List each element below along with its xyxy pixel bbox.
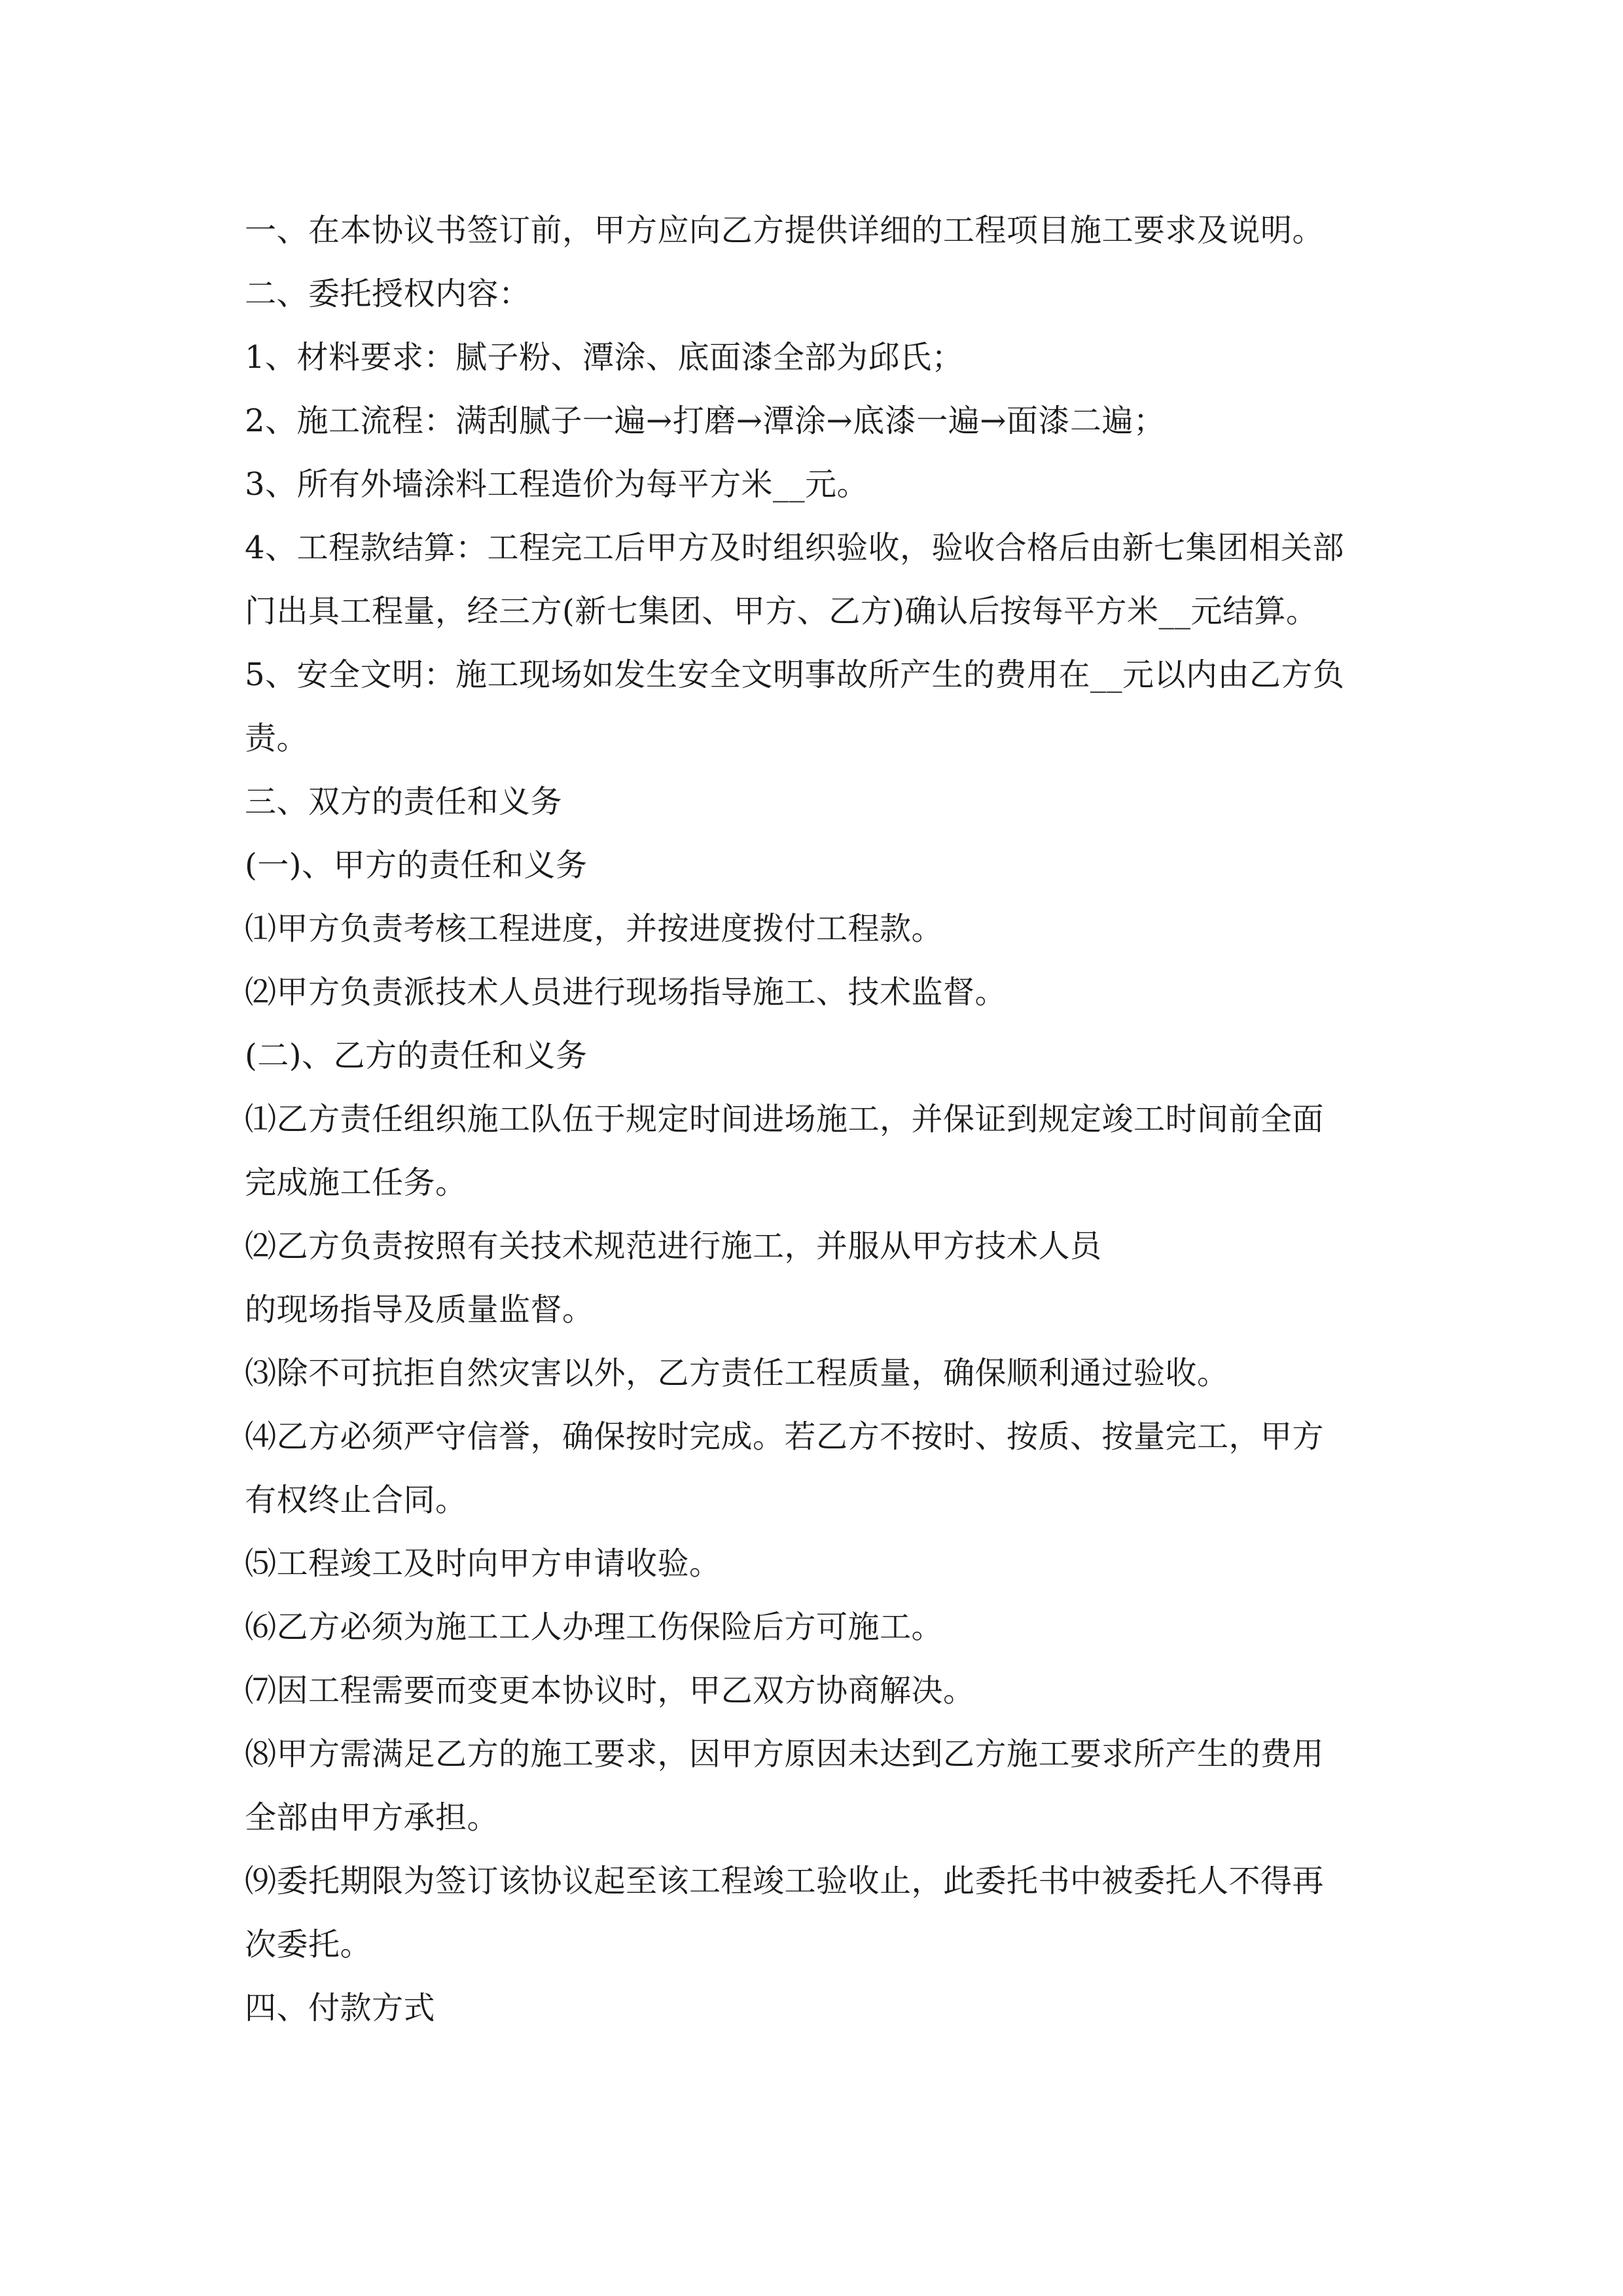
section-4-heading: 四、付款方式	[245, 1990, 436, 2026]
party-a-duty-2: ⑵甲方负责派技术人员进行现场指导施工、技术监督。	[245, 974, 1007, 1011]
document-body	[245, 199, 1391, 2040]
party-b-duty-2: ⑵乙方负责按照有关技术规范进行施工，并服从甲方技术人员	[245, 1228, 1102, 1265]
party-b-duty-8: ⑻甲方需满足乙方的施工要求，因甲方原因未达到乙方施工要求所产生的费用	[245, 1736, 1325, 1772]
party-b-duty-2-cont: 的现场指导及质量监督。	[245, 1291, 594, 1328]
item-safety: 5、安全文明：施工现场如发生安全文明事故所产生的费用在__元以内由乙方负	[245, 656, 1345, 693]
item-payment-settlement: 4、工程款结算：工程完工后甲方及时组织验收，验收合格后由新七集团相关部	[245, 529, 1345, 566]
section-2-heading: 二、委托授权内容：	[245, 276, 531, 312]
party-b-duty-1: ⑴乙方责任组织施工队伍于规定时间进场施工，并保证到规定竣工时间前全面	[245, 1101, 1325, 1138]
party-b-duty-6: ⑹乙方必须为施工工人办理工伤保险后方可施工。	[245, 1609, 944, 1645]
item-safety-cont: 责。	[245, 720, 309, 757]
subsection-party-b-heading: (二)、乙方的责任和义务	[245, 1037, 588, 1074]
party-b-duty-9: ⑼委托期限为签订该协议起至该工程竣工验收止，此委托书中被委托人不得再	[245, 1863, 1325, 1899]
item-construction-process: 2、施工流程：满刮腻子一遍→打磨→潭涂→底漆一遍→面漆二遍；	[245, 403, 1166, 439]
party-b-duty-8-cont: 全部由甲方承担。	[245, 1799, 499, 1836]
item-material-requirements: 1、材料要求：腻子粉、潭涂、底面漆全部为邱氏；	[245, 339, 964, 376]
party-b-duty-7: ⑺因工程需要而变更本协议时，甲乙双方协商解决。	[245, 1672, 975, 1709]
party-b-duty-1-cont: 完成施工任务。	[245, 1164, 467, 1201]
section-3-heading: 三、双方的责任和义务	[245, 783, 563, 820]
item-project-cost: 3、所有外墙涂料工程造价为每平方米__元。	[245, 466, 869, 503]
subsection-party-a-heading: (一)、甲方的责任和义务	[245, 847, 588, 884]
clause-1: 一、在本协议书签订前，甲方应向乙方提供详细的工程项目施工要求及说明。	[245, 212, 1325, 249]
party-b-duty-3: ⑶除不可抗拒自然灾害以外，乙方责任工程质量，确保顺利通过验收。	[245, 1355, 1229, 1391]
party-b-duty-4: ⑷乙方必须严守信誉，确保按时完成。若乙方不按时、按质、按量完工，甲方	[245, 1418, 1325, 1455]
item-payment-settlement-cont: 门出具工程量，经三方(新七集团、甲方、乙方)确认后按每平方米__元结算。	[245, 593, 1318, 630]
party-b-duty-9-cont: 次委托。	[245, 1926, 372, 1963]
party-b-duty-5: ⑸工程竣工及时向甲方申请收验。	[245, 1545, 721, 1582]
party-b-duty-4-cont: 有权终止合同。	[245, 1482, 467, 1518]
party-a-duty-1: ⑴甲方负责考核工程进度，并按进度拨付工程款。	[245, 910, 944, 947]
